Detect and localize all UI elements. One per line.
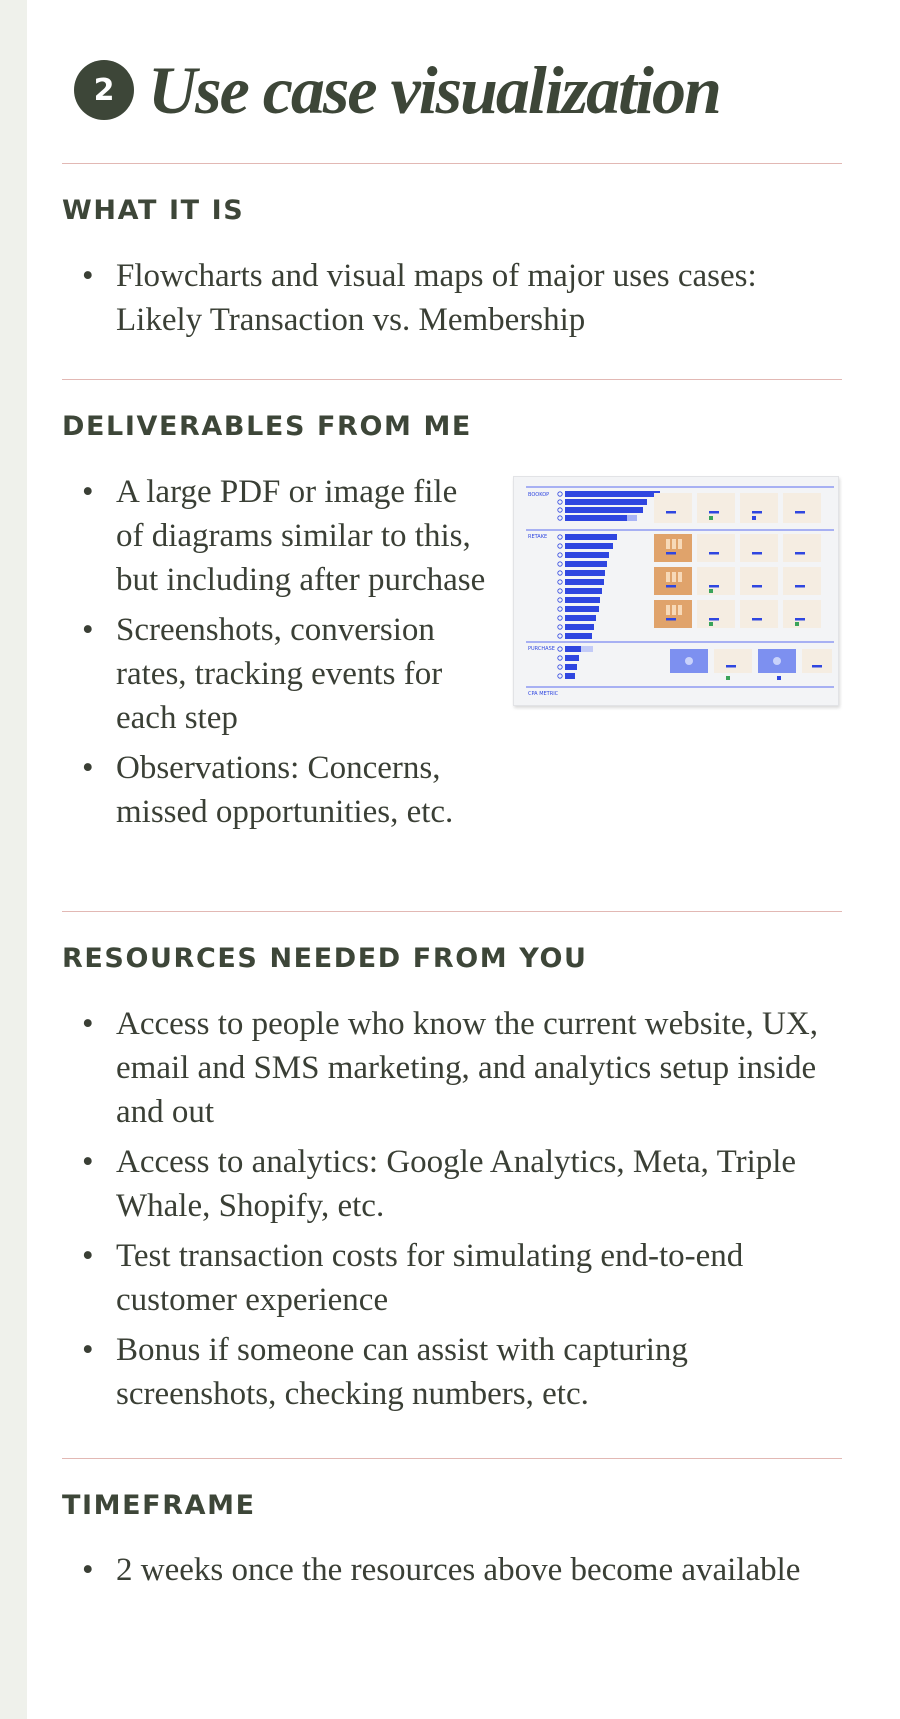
divider [62, 911, 842, 912]
step-number-badge: 2 [74, 60, 134, 120]
section-title-what-it-is: WHAT IT IS [62, 195, 245, 226]
list-item: • Observations: Concerns, missed opportunities, etc. [62, 746, 492, 834]
diagram-row-label: PURCHASE [528, 646, 555, 652]
section-title-deliverables: DELIVERABLES FROM ME [62, 411, 472, 442]
list-item: • Flowcharts and visual maps of major uses cases: Likely Transaction vs. Membership [62, 254, 762, 342]
list-item: • A large PDF or image file of diagrams similar to this, but including after purchase [62, 470, 492, 602]
list-item: • Test transaction costs for simulating end-to-end customer experience [62, 1234, 842, 1322]
resources-list [62, 1002, 842, 1422]
flowchart-diagram-image [514, 477, 840, 707]
list-item: • Bonus if someone can assist with capturing screenshots, checking numbers, etc. [62, 1328, 842, 1416]
list-item: • Access to analytics: Google Analytics, Meta, Triple Whale, Shopify, etc. [62, 1140, 842, 1228]
section-title-timeframe: TIMEFRAME [62, 1490, 256, 1521]
section-title-resources: RESOURCES NEEDED FROM YOU [62, 943, 588, 974]
diagram-row-label: CPA METRIC [528, 691, 559, 697]
flowchart-diagram-thumbnail [513, 476, 839, 706]
deliverables-list [62, 470, 492, 840]
diagram-row-label: BOOKOP [528, 492, 550, 498]
list-item: • Access to people who know the current website, UX, email and SMS marketing, and analytics setup inside and out [62, 1002, 842, 1134]
timeframe-list [62, 1548, 842, 1598]
diagram-row-label: RETAKE [528, 534, 548, 540]
what-it-is-list [62, 254, 762, 348]
page-header [74, 52, 720, 128]
divider [62, 163, 842, 164]
list-item: • Screenshots, conversion rates, tracking events for each step [62, 608, 492, 740]
divider [62, 1458, 842, 1459]
list-item: • 2 weeks once the resources above become available [62, 1548, 842, 1592]
divider [62, 379, 842, 380]
left-margin-strip [0, 0, 27, 1719]
page-title: Use case visualization [148, 52, 720, 128]
